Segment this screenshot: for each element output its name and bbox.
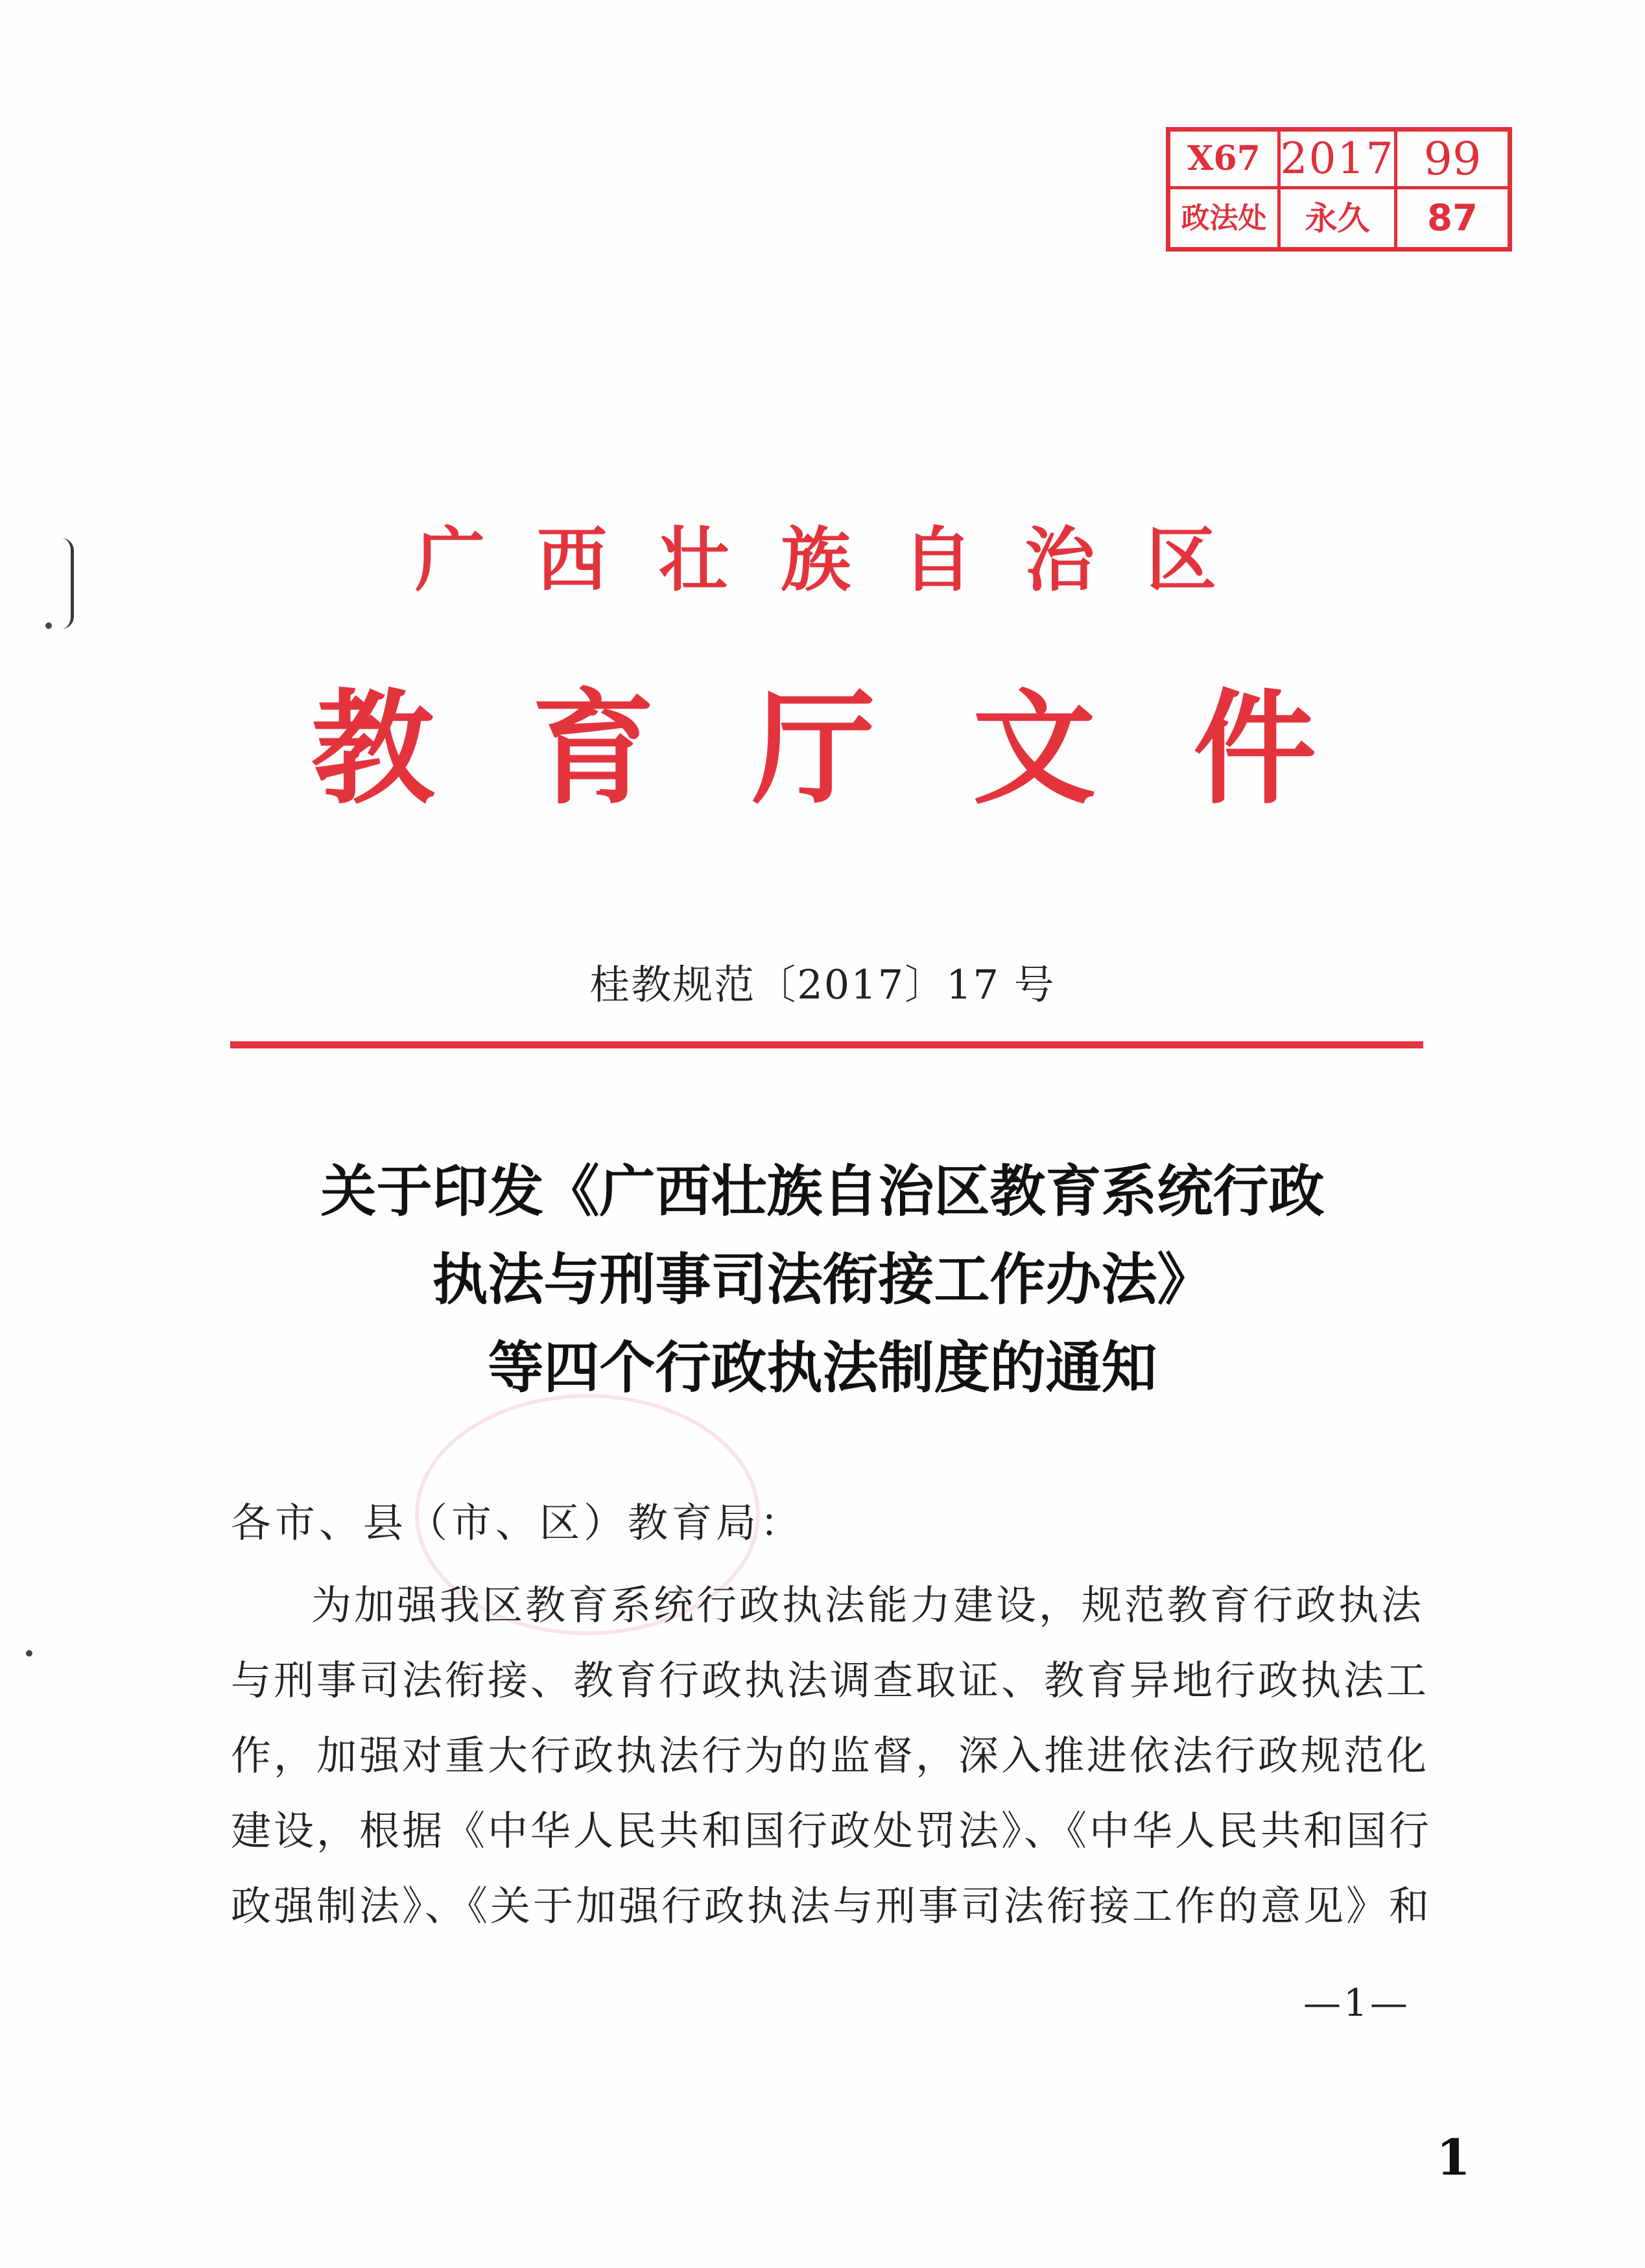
body-line: 政强制法》、《关于加强行政执法与刑事司法衔接工作的意见》和 [231, 1882, 1432, 1930]
title-line: 等四个行政执法制度的通知 [488, 1335, 1157, 1400]
document-number: 桂教规范〔2017〕17 号 [589, 961, 1056, 1008]
archive-stamp [1166, 127, 1512, 252]
binding-dot [26, 1650, 32, 1657]
red-divider [230, 1041, 1423, 1048]
binding-dot [45, 622, 52, 629]
body-line: 与刑事司法衔接、教育行政执法调查取证、教育异地行政执法工 [231, 1657, 1430, 1704]
body-paragraph [231, 1568, 1432, 1944]
title-line: 执法与刑事司法衔接工作办法》 [432, 1247, 1213, 1312]
document-title [195, 1148, 1450, 1412]
masthead-region: 广西壮族自治区 [415, 519, 1269, 601]
archive-stamp-volume: 99 [1397, 132, 1508, 189]
archive-stamp-department: 政法处 [1170, 189, 1281, 247]
archive-stamp-retention: 永久 [1281, 189, 1397, 247]
title-line: 关于印发《广西壮族自治区教育系统行政 [320, 1159, 1325, 1224]
archive-stamp-item-number: 87 [1427, 196, 1478, 239]
page-footer-number: —1— [1303, 1981, 1410, 2025]
salutation: 各市、县（市、区）教育局： [231, 1499, 805, 1546]
body-line: 建设，根据《中华人民共和国行政处罚法》、《中华人民共和国行 [231, 1807, 1432, 1854]
binding-mark [62, 538, 74, 629]
handwritten-page-number: 1 [1436, 2129, 1471, 2186]
masthead-document-type: 教育厅文件 [311, 676, 1414, 821]
archive-stamp-year: 2017 [1281, 132, 1397, 189]
body-line: 为加强我区教育系统行政执法能力建设，规范教育行政执法 [311, 1581, 1425, 1629]
body-line: 作，加强对重大行政执法行为的监督，深入推进依法行政规范化 [231, 1732, 1430, 1779]
archive-stamp-code: X67 [1170, 132, 1281, 189]
